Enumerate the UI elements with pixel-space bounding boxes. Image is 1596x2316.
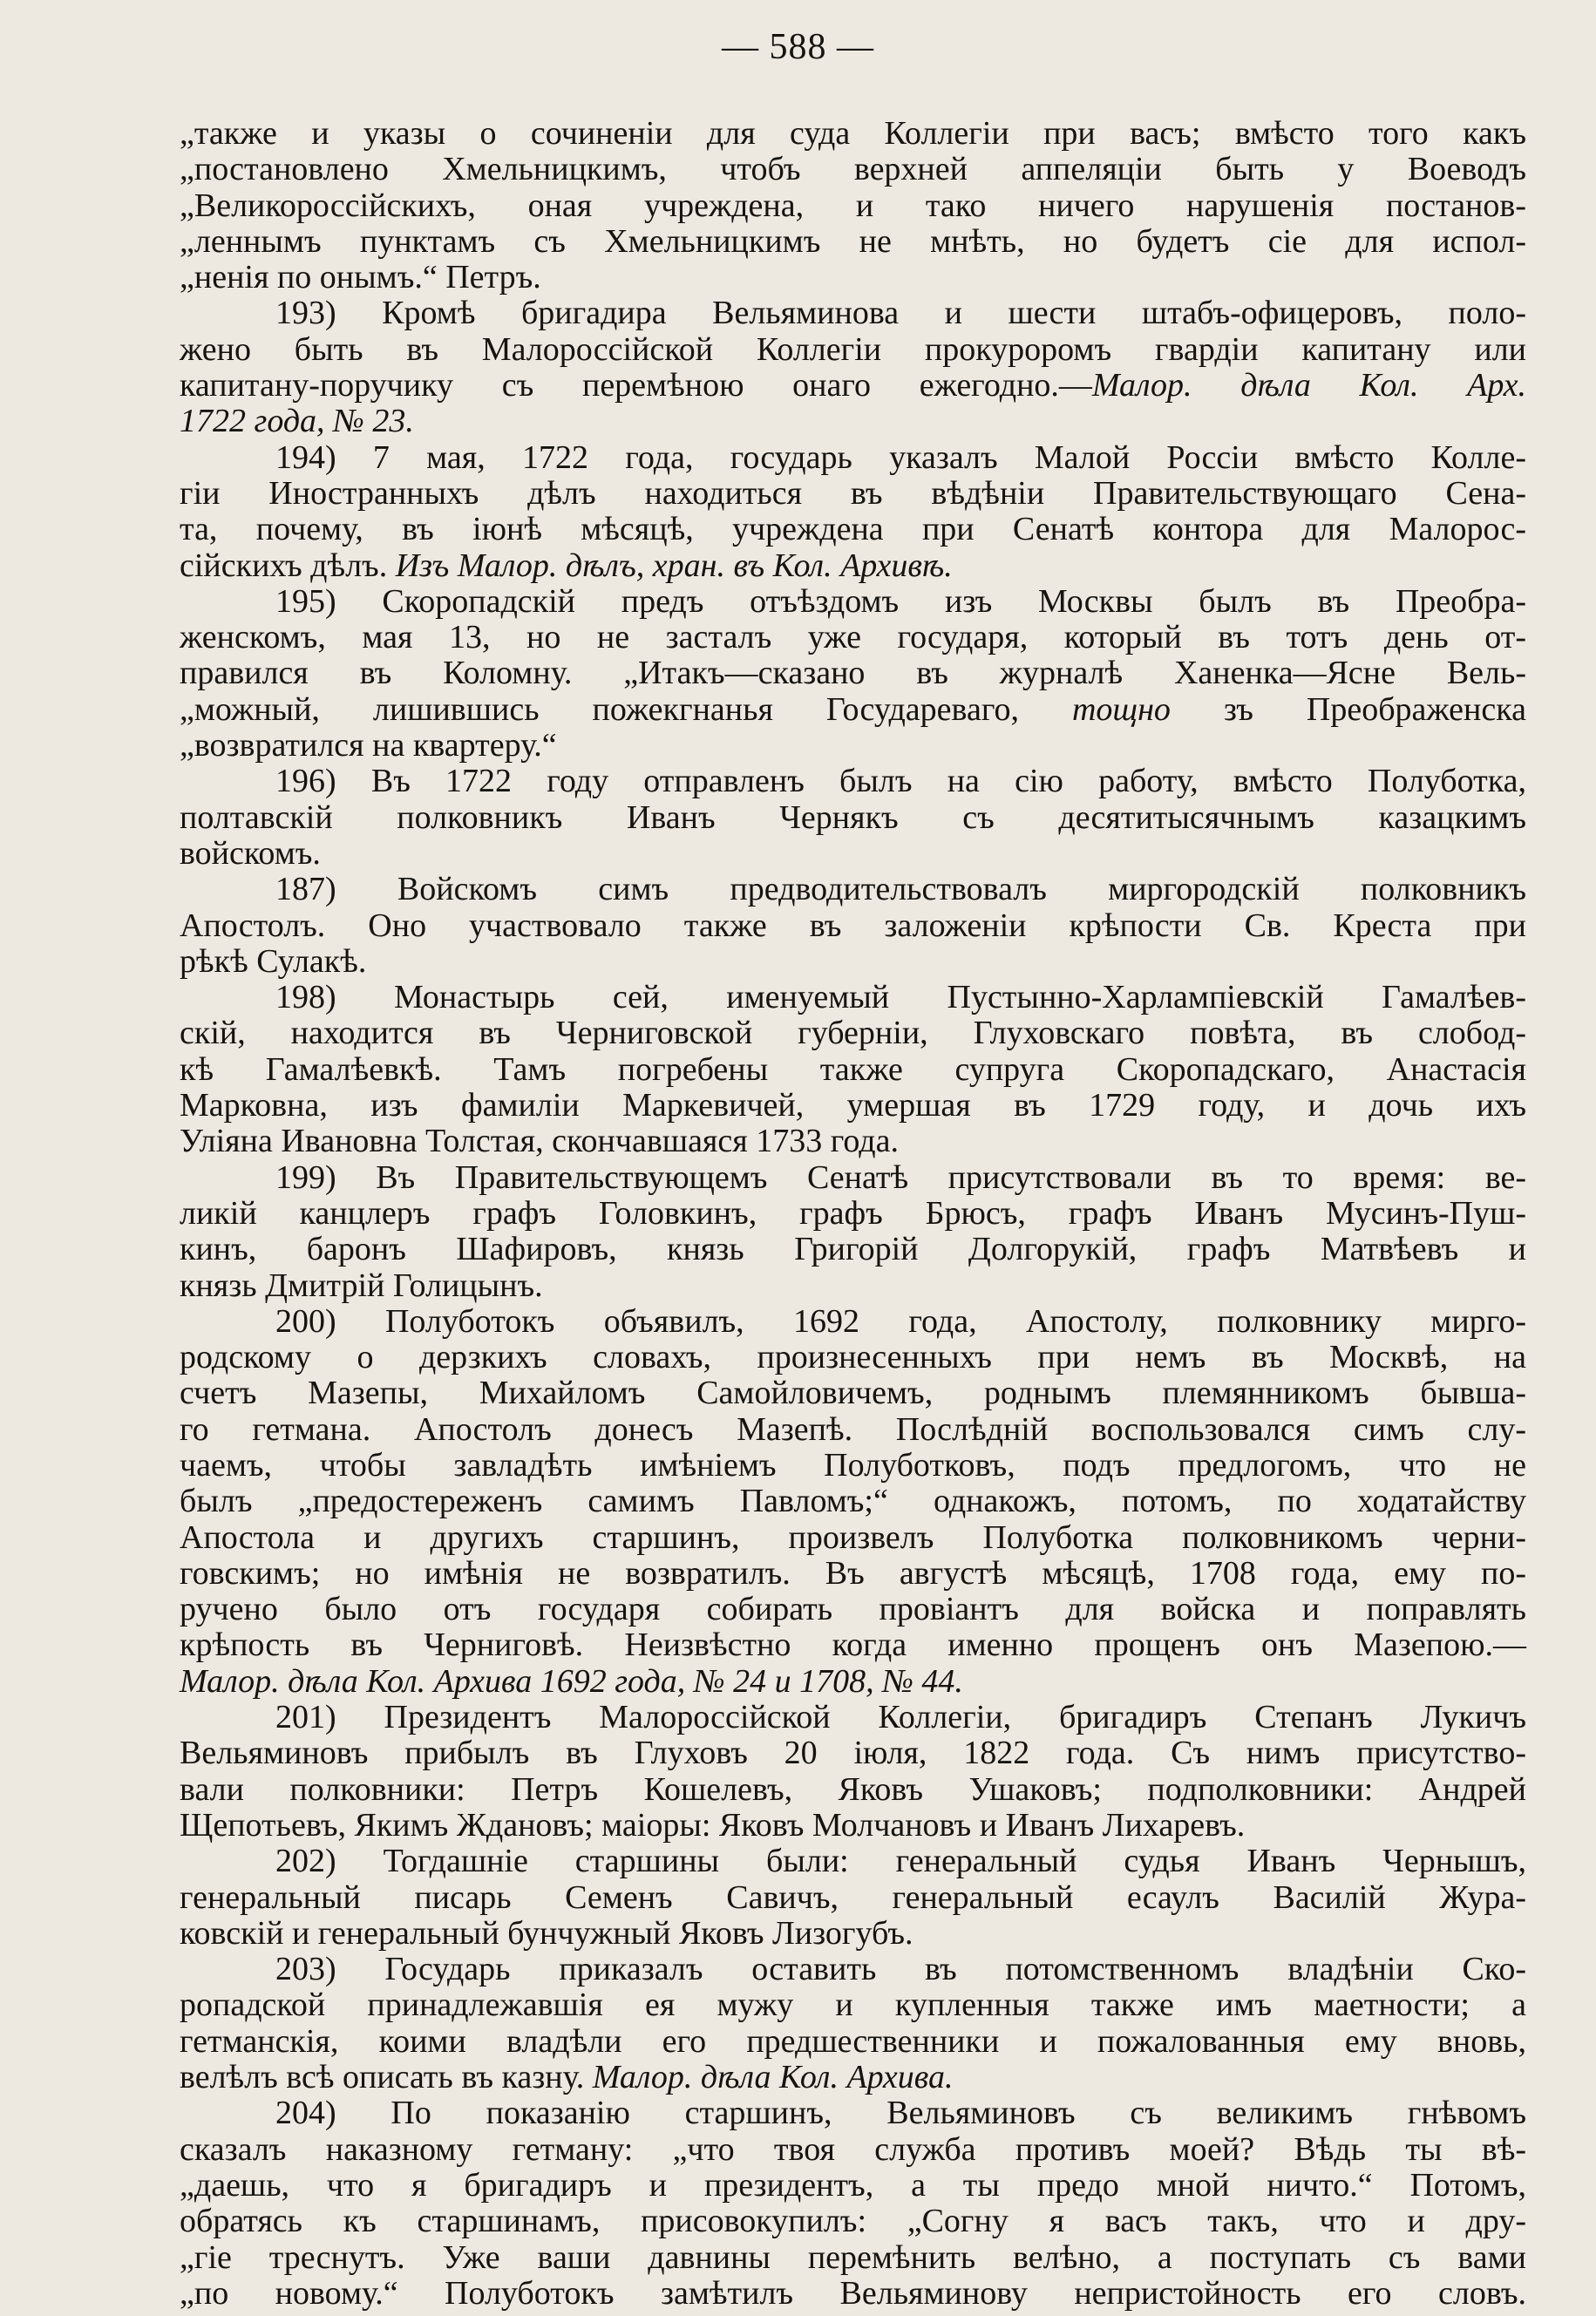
text-segment: полтавскій полковникъ Иванъ Чернякъ съ десятитысячнымъ казацкимъ [180, 798, 1526, 836]
text-segment: 199) Въ Правительствующемъ Сенатѣ присутствовали въ то время: ве- [275, 1158, 1526, 1196]
text-segment: Марковна, изъ фамиліи Маркевичей, умершая въ 1729 году, и дочь ихъ [180, 1087, 1526, 1124]
text-line [180, 1952, 1526, 1987]
text-segment: правился въ Коломну. „Итакъ—сказано въ журналѣ Ханенка—Ясне Вель- [180, 655, 1526, 692]
page-number: — 588 — [722, 27, 874, 67]
text-segment: Апостола и другихъ старшинъ, произвелъ Полуботка полковникомъ черни- [180, 1518, 1526, 1556]
text-segment: „гіе треснутъ. Уже ваши давнины перемѣнить велѣно, а поступать съ вами [180, 2238, 1526, 2276]
text-segment: 202) Тогдашніе старшины были: генеральный судья Иванъ Чернышъ, [275, 1843, 1526, 1880]
text-segment: ковскій и генеральный бунчужный Яковъ Лизогубъ. [180, 1914, 913, 1952]
text-line [180, 1735, 1526, 1771]
text-line [180, 1124, 1526, 1159]
citation-text: Малор. дѣла Кол. Арх. [1091, 367, 1526, 404]
citation-text: Малор. дѣла Кол. Архива. [592, 2059, 954, 2096]
text-segment: „также и указы о сочиненіи для суда Коллегіи при васъ; вмѣсто того какъ [180, 115, 1526, 152]
text-line [180, 1987, 1526, 2023]
text-segment: „можный, лишившись пожекгнанья Государеваго, [180, 690, 1072, 728]
text-segment: жено быть въ Малороссійской Коллегіи прокуроромъ гвардіи капитану или [180, 330, 1526, 368]
text-line [180, 655, 1526, 691]
text-line [180, 295, 1526, 331]
text-segment: сійскихъ дѣлъ. [180, 547, 396, 584]
text-line [180, 836, 1526, 872]
text-line [180, 908, 1526, 944]
text-segment: 203) Государь приказалъ оставить въ потомственномъ владѣніи Ско- [275, 1951, 1526, 1988]
text-segment: гетманскія, коими владѣли его предшественники и пожалованныя ему вновь, [180, 2022, 1526, 2060]
text-line [180, 2024, 1526, 2060]
text-line [180, 872, 1526, 907]
text-line [180, 2060, 1526, 2095]
text-segment: вали полковники: Петръ Кошелевъ, Яковъ Ушаковъ; подполковники: Андрей [180, 1770, 1526, 1808]
text-line [180, 260, 1526, 295]
text-line [180, 944, 1526, 980]
text-line [180, 1015, 1526, 1051]
text-segment: Вельяминовъ прибылъ въ Глуховъ 20 іюля, 1822 года. Съ нимъ присутство- [180, 1735, 1526, 1772]
text-line [180, 800, 1526, 836]
text-segment: 198) Монастырь сей, именуемый Пустынно-Харлампіевскій Гамалѣев- [275, 979, 1526, 1016]
text-segment: велѣлъ всѣ описать въ казну. [180, 2059, 593, 2096]
footnotes-text [180, 116, 1526, 2312]
text-segment: го гетмана. Апостолъ донесъ Мазепѣ. Послѣдній воспользовался симъ слу- [180, 1410, 1526, 1448]
text-segment: 187) Войскомъ симъ предводительствовалъ миргородскій полковникъ [275, 871, 1526, 908]
text-segment: 194) 7 мая, 1722 года, государь указалъ Малой Россіи вмѣсто Колле- [275, 438, 1526, 476]
text-line [180, 764, 1526, 799]
text-line [180, 1484, 1526, 1519]
text-line [180, 1412, 1526, 1448]
text-segment: 204) По показанію старшинъ, Вельяминовъ съ великимъ гнѣвомъ [275, 2095, 1526, 2132]
text-line [180, 1160, 1526, 1196]
text-segment: кѣ Гамалѣевкѣ. Тамъ погребены также супруга Скоропадскаго, Анастасія [180, 1050, 1526, 1088]
text-line [180, 1088, 1526, 1124]
text-segment: родскому о дерзкихъ словахъ, произнесенныхъ при немъ въ Москвѣ, на [180, 1339, 1526, 1376]
text-segment: 201) Президентъ Малороссійской Коллегіи, бригадиръ Степанъ Лукичъ [275, 1699, 1526, 1736]
text-line [180, 2132, 1526, 2168]
text-line [180, 404, 1526, 439]
text-line [180, 512, 1526, 547]
text-segment: крѣпость въ Черниговѣ. Неизвѣстно когда именно прощенъ онъ Мазепою.— [180, 1627, 1526, 1664]
text-segment: женскомъ, мая 13, но не засталъ уже государя, который въ тотъ день от- [180, 619, 1526, 656]
text-line [180, 332, 1526, 368]
text-segment: говскимъ; но имѣнія не возвратилъ. Въ августѣ мѣсяцѣ, 1708 года, ему по- [180, 1554, 1526, 1592]
citation-text: 1722 года, № 23. [180, 403, 414, 440]
citation-text: Малор. дѣла Кол. Архива 1692 года, № 24 и 1708, № 44. [180, 1662, 963, 1700]
text-line [180, 1340, 1526, 1375]
text-line [180, 1268, 1526, 1304]
text-segment: ручено было отъ государя собирать провіантъ для войска и поправлять [180, 1591, 1526, 1628]
text-segment: ропадской принадлежавшія ея мужу и купленныя также имъ маетности; а [180, 1987, 1526, 2024]
text-segment: ликій канцлеръ графъ Головкинъ, графъ Брюсъ, графъ Иванъ Мусинъ-Пуш- [180, 1194, 1526, 1232]
text-line [180, 1196, 1526, 1232]
text-segment: былъ „предостереженъ самимъ Павломъ;“ однакожъ, потомъ, по ходатайству [180, 1483, 1526, 1520]
text-segment: князь Дмитрій Голицынъ. [180, 1267, 543, 1304]
text-line [180, 1627, 1526, 1663]
text-segment: рѣкѣ Сулакѣ. [180, 942, 367, 980]
text-line [180, 1232, 1526, 1267]
text-line [180, 116, 1526, 152]
text-line [180, 368, 1526, 404]
citation-text: Изъ Малор. дѣлъ, хран. въ Кол. Архивѣ. [395, 547, 953, 584]
text-line [180, 2168, 1526, 2204]
text-line [180, 980, 1526, 1015]
text-segment: 193) Кромѣ бригадира Вельяминова и шести штабъ-офицеровъ, поло- [275, 295, 1526, 332]
text-line [180, 620, 1526, 655]
text-segment: гіи Иностранныхъ дѣлъ находиться въ вѣдѣніи Правительствующаго Сена- [180, 474, 1526, 512]
text-line [180, 224, 1526, 260]
text-segment: Уліяна Ивановна Толстая, скончавшаяся 1733 года. [180, 1123, 899, 1160]
text-line [180, 152, 1526, 187]
text-line [180, 1664, 1526, 1700]
text-segment: сказалъ наказному гетману: „что твоя служба противъ моей? Вѣдь ты вѣ- [180, 2130, 1526, 2168]
text-segment: „возвратился на квартеру.“ [180, 727, 557, 764]
text-segment: капитану-поручику съ перемѣною онаго ежегодно.— [180, 367, 1092, 404]
text-segment: скій, находится въ Черниговской губерніи, Глуховскаго повѣта, въ слобод- [180, 1015, 1526, 1052]
text-segment: „ненія по онымъ.“ Петръ. [180, 259, 541, 296]
text-line [180, 584, 1526, 620]
text-segment: обратясь къ старшинамъ, присовокупилъ: „Согну я васъ такъ, что и дру- [180, 2203, 1526, 2240]
text-line [180, 440, 1526, 476]
text-line [180, 1700, 1526, 1735]
text-line [180, 188, 1526, 224]
text-line [180, 1880, 1526, 1916]
text-segment: генеральный писарь Семенъ Савичъ, генеральный есаулъ Василій Жура- [180, 1878, 1526, 1916]
text-line [180, 1520, 1526, 1556]
text-segment: Апостолъ. Оно участвовало также въ заложеніи крѣпости Св. Креста при [180, 907, 1526, 944]
text-segment: кинъ, баронъ Шафировъ, князь Григорій Долгорукій, графъ Матвѣевъ и [180, 1231, 1526, 1268]
text-segment: 200) Полуботокъ объявилъ, 1692 года, Апостолу, полковнику мирго- [275, 1302, 1526, 1340]
text-line [180, 1052, 1526, 1088]
text-segment: 196) Въ 1722 году отправленъ былъ на сію работу, вмѣсто Полуботка, [275, 763, 1526, 800]
text-line [180, 2240, 1526, 2276]
text-line [180, 728, 1526, 764]
text-segment: „даешь, что я бригадиръ и президентъ, а ты предо мной ничто.“ Потомъ, [180, 2166, 1526, 2204]
text-segment: та, почему, въ іюнѣ мѣсяцѣ, учреждена при Сенатѣ контора для Малорос- [180, 511, 1526, 548]
text-segment: Щепотьевъ, Якимъ Ждановъ; маіоры: Яковъ Молчановъ и Иванъ Лихаревъ. [180, 1806, 1246, 1844]
citation-text: тощно [1071, 690, 1171, 728]
text-line [180, 1772, 1526, 1808]
text-segment: „леннымъ пунктамъ съ Хмельницкимъ не мнѣть, но будетъ сіе для испол- [180, 222, 1526, 260]
text-segment: зъ Преображенска [1170, 690, 1526, 728]
text-segment: 195) Скоропадскій предъ отъѣздомъ изъ Москвы былъ въ Преобра- [275, 582, 1526, 620]
text-line [180, 1808, 1526, 1844]
text-line [180, 1916, 1526, 1952]
text-segment: войскомъ. [180, 834, 321, 872]
text-line [180, 1844, 1526, 1879]
text-line [180, 1556, 1526, 1592]
text-segment: „постановлено Хмельницкимъ, чтобъ верхней аппеляціи быть у Воеводъ [180, 151, 1526, 188]
text-line [180, 1592, 1526, 1627]
text-line [180, 2095, 1526, 2131]
text-segment: счетъ Мазепы, Михайломъ Самойловичемъ, роднымъ племянникомъ бывша- [180, 1375, 1526, 1412]
text-segment: „Великороссійскихъ, оная учреждена, и тако ничего нарушенія постанов- [180, 187, 1526, 224]
text-segment: чаемъ, чтобы завладѣть имѣніемъ Полуботковъ, подъ предлогомъ, что не [180, 1446, 1526, 1484]
text-line [180, 1375, 1526, 1411]
text-line [180, 1448, 1526, 1484]
text-line [180, 2204, 1526, 2239]
text-line [180, 2276, 1526, 2312]
text-line [180, 476, 1526, 512]
text-segment: „по новому.“ Полуботокъ замѣтилъ Вельяминову непристойность его словъ. [180, 2274, 1526, 2312]
text-line [180, 692, 1526, 728]
text-line [180, 1304, 1526, 1340]
text-line [180, 548, 1526, 584]
